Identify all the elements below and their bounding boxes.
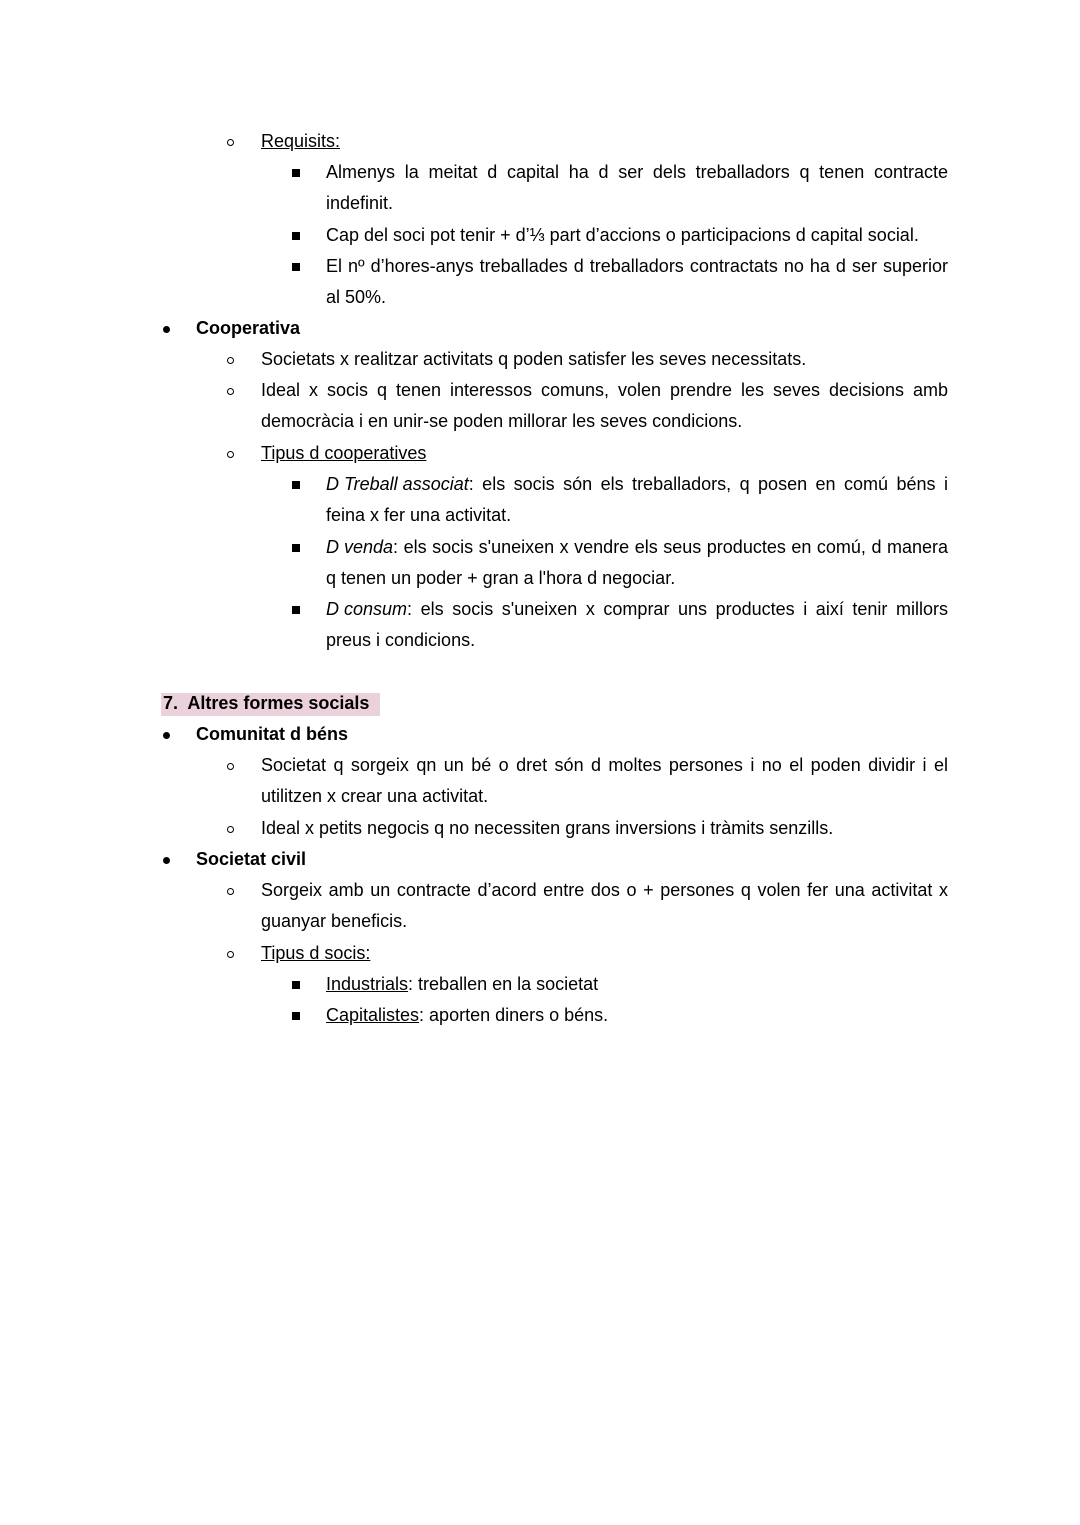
circle-bullet: [227, 347, 234, 371]
comunitat-point-1-line-2: utilitzen x crear una activitat.: [261, 786, 489, 806]
soci-capitalistes-name: Capitalistes: [326, 1005, 420, 1025]
cooperativa-title: Cooperativa: [196, 318, 301, 338]
requisit-1-line-1: Almenys la meitat d capital ha d ser dels treballadors q tenen contracte: [326, 162, 948, 182]
circle-bullet: [227, 816, 234, 840]
circle-bullet: [227, 441, 234, 465]
soci-capitalistes-text: : aporten diners o béns.: [419, 1005, 609, 1025]
square-bullet: [292, 223, 300, 247]
tipus-venda-name: D venda: [326, 537, 394, 557]
square-bullet: [292, 254, 300, 278]
cooperativa-point-2-line-1: Ideal x socis q tenen interessos comuns, volen prendre les seves decisions amb: [261, 380, 948, 400]
square-bullet: [292, 1003, 300, 1027]
square-bullet: [292, 160, 300, 184]
section-7-heading: 7. Altres formes socials: [163, 693, 370, 713]
tipus-cooperatives-label: Tipus d cooperatives: [261, 443, 427, 463]
tipus-treball-associat-line-1: [326, 472, 948, 496]
tipus-treball-associat-line-2: feina x fer una activitat.: [326, 505, 512, 525]
requisit-3-line-2: al 50%.: [326, 287, 387, 307]
disc-bullet: [163, 722, 170, 746]
circle-bullet: [227, 878, 234, 902]
disc-bullet: [163, 847, 170, 871]
comunitat-point-1-line-1: Societat q sorgeix qn un bé o dret són d moltes persones i no el poden dividir i el: [261, 755, 948, 775]
tipus-venda-text: : els socis s'uneixen x vendre els seus productes en comú, d manera: [393, 537, 948, 557]
requisit-1-line-2: indefinit.: [326, 193, 394, 213]
requisit-3-line-1: El nº d’hores-anys treballades d treballadors contractats no ha d ser superior: [326, 256, 948, 276]
tipus-socis-label: Tipus d socis:: [261, 943, 371, 963]
circle-bullet: [227, 753, 234, 777]
square-bullet: [292, 535, 300, 559]
tipus-consum-line-1: [326, 597, 948, 621]
civil-point-1-line-1: Sorgeix amb un contracte d’acord entre dos o + persones q volen fer una activitat x: [261, 880, 948, 900]
comunitat-title: Comunitat d béns: [196, 724, 348, 744]
soci-industrials-text: : treballen en la societat: [408, 974, 599, 994]
soci-industrials: [326, 972, 598, 996]
tipus-consum-name: D consum: [326, 599, 408, 619]
tipus-venda-line-2: q tenen un poder + gran a l'hora d negociar.: [326, 568, 676, 588]
circle-bullet: [227, 129, 234, 153]
square-bullet: [292, 972, 300, 996]
cooperativa-point-1: Societats x realitzar activitats q poden satisfer les seves necessitats.: [261, 349, 807, 369]
soci-industrials-name: Industrials: [326, 974, 409, 994]
tipus-consum-line-2: preus i condicions.: [326, 630, 476, 650]
tipus-consum-text: : els socis s'uneixen x comprar uns productes i així tenir millors: [407, 599, 948, 619]
cooperativa-point-2-line-2: democràcia i en unir-se poden millorar les seves condicions.: [261, 411, 743, 431]
civil-title: Societat civil: [196, 849, 307, 869]
requisit-2-line-1: Cap del soci pot tenir + d’⅓ part d’accions o participacions d capital social.: [326, 225, 919, 245]
soci-capitalistes: [326, 1003, 608, 1027]
tipus-treball-associat-text: : els socis són els treballadors, q posen en comú béns i: [468, 474, 948, 494]
square-bullet: [292, 597, 300, 621]
tipus-treball-associat-name: D Treball associat: [326, 474, 469, 494]
tipus-venda-line-1: [326, 535, 948, 559]
comunitat-point-2: Ideal x petits negocis q no necessiten grans inversions i tràmits senzills.: [261, 818, 834, 838]
requisits-label: Requisits:: [261, 131, 341, 151]
square-bullet: [292, 472, 300, 496]
circle-bullet: [227, 941, 234, 965]
circle-bullet: [227, 378, 234, 402]
disc-bullet: [163, 316, 170, 340]
civil-point-1-line-2: guanyar beneficis.: [261, 911, 408, 931]
